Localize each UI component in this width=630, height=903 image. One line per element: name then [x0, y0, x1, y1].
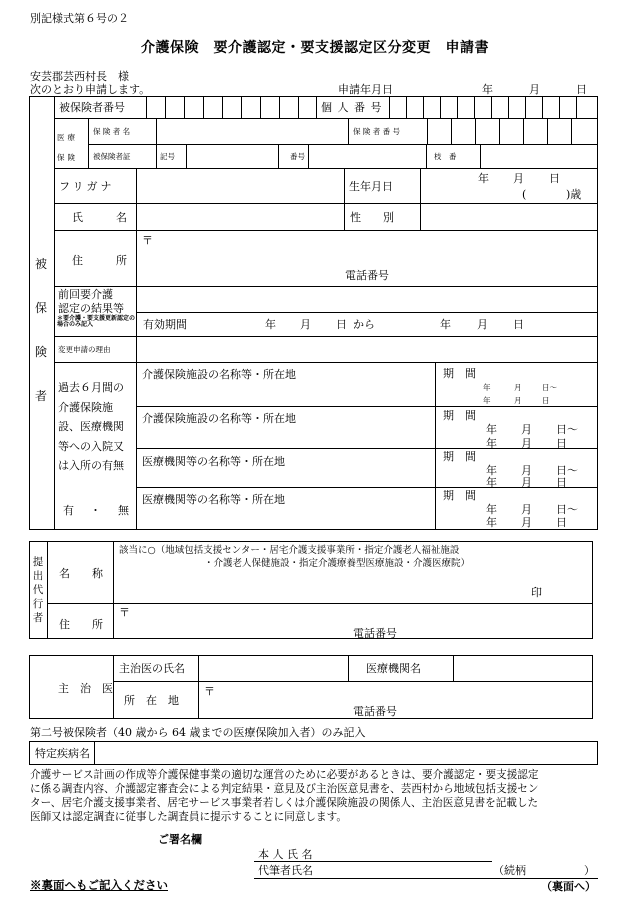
furigana-label: フリガナ [59, 180, 115, 193]
facility-from-month: 月 [521, 464, 532, 477]
doctor-institution-input[interactable] [454, 656, 592, 680]
history-separator: ・ [90, 504, 101, 517]
name-input[interactable] [137, 204, 343, 229]
consent-line: ター、居宅介護支援事業者、居宅サービス事業者若しくは介護保険施設の関係人、主治医意見書を記載した [30, 797, 539, 809]
change-reason-input[interactable] [137, 337, 597, 361]
history-label-line: 設、医療機関 [58, 420, 124, 433]
gender-label: 性 別 [350, 211, 394, 224]
birth-year-unit: 年 [478, 172, 489, 185]
doctor-name-input[interactable] [199, 656, 347, 680]
agent-name-label: 名 称 [59, 567, 103, 580]
insurance-card-label: 被保険者証 [93, 152, 131, 161]
card-edaban-label: 枝 番 [434, 152, 457, 161]
valid-period-label: 有効期間 [143, 318, 187, 331]
insurer-number-input[interactable] [428, 119, 597, 143]
facility-to-month: 月 [521, 516, 532, 529]
form-number: 別記様式第６号の２ [30, 12, 129, 25]
valid-month2-unit: 月 [477, 318, 488, 331]
insured-number-label: 被保険者番号 [59, 101, 125, 114]
form-title: 介護保険 要介護認定・要支援認定区分変更 申請書 [141, 40, 489, 56]
facility-from-day: 日～ [556, 464, 578, 477]
prev-result-note: ＊要介護・要支援更新認定の場合のみ記入 [57, 315, 136, 329]
addressee: 安芸郡芸西村長 様 [30, 70, 129, 83]
consent-line: 介護サービス計画の作成等介護保健事業の適切な運営のために必要があるときは、要介護認定・要支援認定 [30, 769, 539, 781]
facility-to-month: 月 [514, 396, 522, 405]
history-no-option[interactable]: 無 [118, 504, 129, 517]
signature-section-label: ご署名欄 [158, 833, 202, 846]
agent-address-input[interactable] [132, 605, 592, 640]
facility-to-year: 年 [486, 476, 497, 489]
proxy-input[interactable] [330, 863, 490, 877]
agent-check-text-1: 該当に○（地域包括支援センター・居宅介護支援事業所・指定介護老人福祉施設 [119, 545, 460, 556]
apply-year-unit: 年 [482, 83, 493, 96]
facility-from-year: 年 [486, 423, 497, 436]
back-side-link[interactable]: （裏面へ） [541, 880, 596, 893]
name-label: 氏 名 [72, 211, 127, 224]
facility-name-label: 医療機関等の名称等・所在地 [142, 493, 285, 506]
history-yes-option[interactable]: 有 [63, 504, 74, 517]
age-suffix: )歳 [566, 188, 582, 201]
apply-date-label: 申請年月日 [338, 83, 393, 96]
facility-to-day: 日 [556, 437, 567, 450]
doctor-name-label: 主治医の氏名 [119, 662, 185, 675]
relation-close: ） [584, 864, 595, 877]
insured-number-input[interactable] [147, 97, 316, 117]
gender-input[interactable] [421, 204, 597, 229]
proxy-label: 代筆者氏名 [258, 864, 313, 877]
card-kigo-label: 記号 [160, 152, 175, 161]
furigana-input[interactable] [137, 169, 343, 202]
request-text: 次のとおり申請します。 [30, 83, 151, 96]
agent-name-input[interactable] [114, 572, 524, 602]
valid-year2-unit: 年 [440, 318, 451, 331]
facility-to-day: 日 [556, 476, 567, 489]
doctor-address-label: 所 在 地 [124, 694, 179, 707]
insurer-number-label: 保 険 者 番 号 [353, 127, 401, 136]
personal-number-input[interactable] [390, 97, 597, 117]
age-open: ( [522, 188, 527, 201]
valid-month-unit: 月 [300, 318, 311, 331]
birth-day-unit: 日 [549, 172, 560, 185]
card-edaban-input[interactable] [481, 145, 597, 167]
doctor-phone-label: 電話番号 [353, 705, 397, 718]
insured-side-label: 被保険者 [34, 257, 47, 403]
birth-month-unit: 月 [513, 172, 524, 185]
address-label: 住 所 [72, 254, 127, 267]
change-reason-label: 変更申請の理由 [58, 345, 111, 354]
history-label-line: 過去６月間の [58, 381, 124, 394]
history-label-line: は入所の有無 [58, 459, 124, 472]
history-label [58, 378, 134, 476]
facility-to-month: 月 [521, 476, 532, 489]
doctor-postal-mark: 〒 [204, 685, 215, 698]
back-side-note: ※裏面へもご記入ください [30, 878, 168, 892]
address-postal-mark: 〒 [142, 234, 153, 247]
facility-to-day: 日 [542, 396, 550, 405]
consent-line: に係る調査内容、介護認定審査会による判定結果・意見及び主治医意見書を、芸西村から地域包括支援セン [30, 783, 539, 795]
facility-name-label: 介護保険施設の名称等・所在地 [142, 412, 296, 425]
insurer-name-input[interactable] [157, 119, 347, 143]
facility-to-year: 年 [486, 437, 497, 450]
facility-to-year: 年 [483, 396, 491, 405]
history-label-line: 介護保険施 [58, 400, 113, 414]
agent-side-label: 提出代行者 [32, 556, 44, 624]
prev-result-input[interactable] [137, 287, 597, 311]
facility-to-day: 日 [556, 516, 567, 529]
consent-line: 医師又は認定調査に従事した調査員に提示することに同意します。 [30, 811, 347, 823]
facility-from-year: 年 [483, 383, 491, 392]
facility-period-label: 期 間 [443, 409, 476, 422]
valid-from-label: から [353, 318, 375, 331]
birthdate-label: 生年月日 [349, 180, 393, 193]
address-input[interactable] [154, 232, 596, 284]
card-kigo-input[interactable] [187, 145, 277, 167]
facility-from-month: 月 [514, 383, 522, 392]
prev-result-label-1: 前回要介護 [58, 288, 113, 301]
doctor-side-label: 主 治 医 [58, 682, 113, 695]
disease-label: 特定疾病名 [35, 747, 90, 760]
valid-day-unit: 日 [336, 318, 347, 331]
apply-month-unit: 月 [529, 83, 540, 96]
insurer-name-label: 保 険 者 名 [93, 127, 131, 136]
card-bango-label: 番号 [290, 152, 305, 161]
relation-label: （続柄 [493, 864, 526, 877]
card-bango-input[interactable] [309, 145, 425, 167]
doctor-institution-label: 医療機関名 [366, 662, 421, 675]
agent-seal-mark: 印 [531, 586, 542, 599]
signer-input[interactable] [330, 846, 490, 860]
facility-from-month: 月 [521, 423, 532, 436]
history-label-line: 等への入院又 [58, 439, 124, 453]
address-phone-label: 電話番号 [345, 269, 389, 282]
consent-text [30, 768, 539, 824]
facility-from-month: 月 [521, 503, 532, 516]
agent-check-text-2: ・介護老人保健施設・指定介護療養型医療施設・介護医療院） [204, 558, 471, 569]
facility-from-day: 日～ [556, 503, 578, 516]
personal-number-label: 個 人 番 号 [321, 101, 383, 114]
prev-result-label-2: 認定の結果等 [58, 302, 124, 315]
facility-name-label: 医療機関等の名称等・所在地 [142, 455, 285, 468]
facility-from-year: 年 [486, 464, 497, 477]
medical-insurance-label: 医療保険 [57, 133, 78, 162]
apply-day-unit: 日 [576, 83, 587, 96]
second-insured-note: 第二号被保険者（40 歳から 64 歳までの医療保険加入者）のみ記入 [30, 726, 366, 739]
facility-period-label: 期 間 [443, 367, 476, 380]
disease-input[interactable] [95, 742, 597, 764]
facility-name-label: 介護保険施設の名称等・所在地 [142, 368, 296, 381]
facility-from-day: 日～ [542, 383, 557, 392]
facility-period-label: 期 間 [443, 489, 476, 502]
facility-period-label: 期 間 [443, 450, 476, 463]
signer-label: 本 人 氏 名 [258, 848, 313, 861]
agent-postal-mark: 〒 [119, 606, 130, 619]
valid-day2-unit: 日 [513, 318, 524, 331]
agent-address-label: 住 所 [59, 618, 103, 631]
valid-year-unit: 年 [265, 318, 276, 331]
facility-from-day: 日～ [556, 423, 578, 436]
doctor-address-input[interactable] [216, 683, 592, 717]
agent-phone-label: 電話番号 [353, 627, 397, 640]
facility-to-year: 年 [486, 516, 497, 529]
relation-input[interactable] [528, 863, 582, 877]
facility-to-month: 月 [521, 437, 532, 450]
facility-from-year: 年 [486, 503, 497, 516]
